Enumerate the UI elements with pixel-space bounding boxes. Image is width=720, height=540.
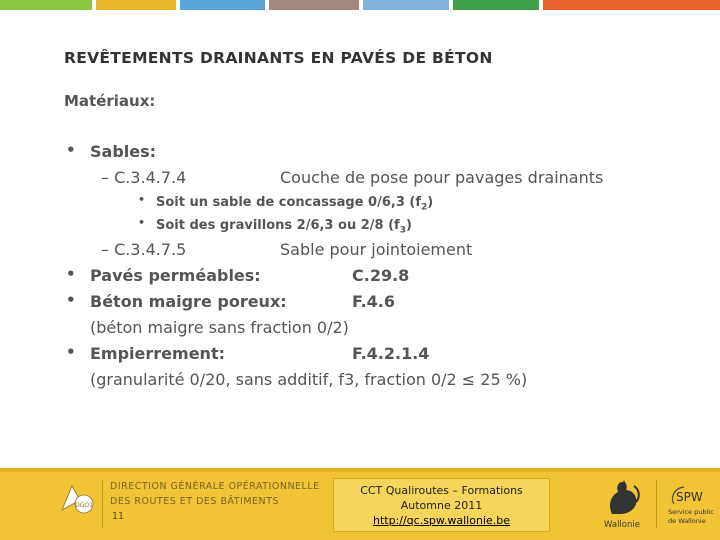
closing-paren: ) (405, 218, 412, 233)
top-color-bar (0, 0, 720, 10)
color-segment (96, 0, 176, 10)
sables-sub1-text: Soit un sable de concassage 0/6,3 (f (156, 195, 422, 210)
slide-subtitle: Matériaux: (64, 92, 156, 110)
spw-logo-icon (668, 484, 712, 506)
sables-label: Sables: (90, 142, 157, 161)
bullet-icon: • (66, 141, 76, 159)
bullet-icon: • (66, 343, 76, 361)
paves-ref: C.29.8 (352, 266, 410, 285)
sables-item2-code: – C.3.4.7.5 (101, 240, 187, 259)
cct-line1: CCT Qualiroutes – Formations (360, 484, 523, 497)
slide-title: REVÊTEMENTS DRAINANTS EN PAVÉS DE BÉTON (64, 49, 493, 67)
color-segment (453, 0, 539, 10)
dgo-line2: DES ROUTES ET DES BÂTIMENTS (110, 496, 279, 507)
cct-info-box (333, 478, 550, 532)
color-segment (0, 0, 92, 10)
cct-line2: Automne 2011 (400, 499, 483, 512)
color-segment (269, 0, 359, 10)
beton-note: (béton maigre sans fraction 0/2) (90, 318, 349, 337)
sables-sub1 (156, 195, 433, 213)
closing-paren: ) (427, 195, 434, 210)
cct-link[interactable]: http://qc.spw.wallonie.be (372, 514, 511, 527)
empierrement-note: (granularité 0/20, sans additif, f3, fraction 0/2 ≤ 25 %) (90, 370, 528, 389)
empierrement-label: Empierrement: (90, 344, 225, 363)
footer-divider (102, 480, 103, 528)
sables-sub2-text: Soit des gravillons 2/6,3 ou 2/8 (f (156, 218, 400, 233)
color-segment (543, 0, 720, 10)
color-segment (180, 0, 265, 10)
bullet-icon: • (138, 193, 146, 206)
sables-item1-code: – C.3.4.7.4 (101, 168, 187, 187)
sables-sub1-subscript: 2 (421, 202, 428, 213)
wallonie-label: Wallonie (604, 520, 640, 530)
sables-sub2-subscript: 3 (399, 225, 406, 236)
spw-subtitle-line2: de Wallonie (668, 517, 706, 525)
sables-item1-desc: Couche de pose pour pavages drainants (280, 168, 604, 187)
bullet-icon: • (66, 291, 76, 309)
footer-top-edge (0, 468, 720, 472)
bullet-icon: • (138, 216, 146, 229)
dgo-logo-label: DGO1 (75, 502, 93, 509)
color-segment (363, 0, 449, 10)
page-number: 11 (112, 511, 125, 522)
dgo-logo-icon (58, 480, 98, 516)
bullet-icon: • (66, 265, 76, 283)
spw-logo-text: SPW (676, 490, 703, 504)
rooster-logo-icon (600, 476, 644, 520)
beton-ref: F.4.6 (352, 292, 395, 311)
spw-subtitle-line1: Service public (668, 508, 714, 516)
dgo-line1: DIRECTION GÉNÉRALE OPÉRATIONNELLE (110, 481, 320, 492)
sables-sub2 (156, 218, 412, 236)
paves-label: Pavés perméables: (90, 266, 261, 285)
empierrement-ref: F.4.2.1.4 (352, 344, 430, 363)
sables-item2-desc: Sable pour jointoiement (280, 240, 473, 259)
beton-label: Béton maigre poreux: (90, 292, 287, 311)
footer-divider (656, 480, 657, 528)
